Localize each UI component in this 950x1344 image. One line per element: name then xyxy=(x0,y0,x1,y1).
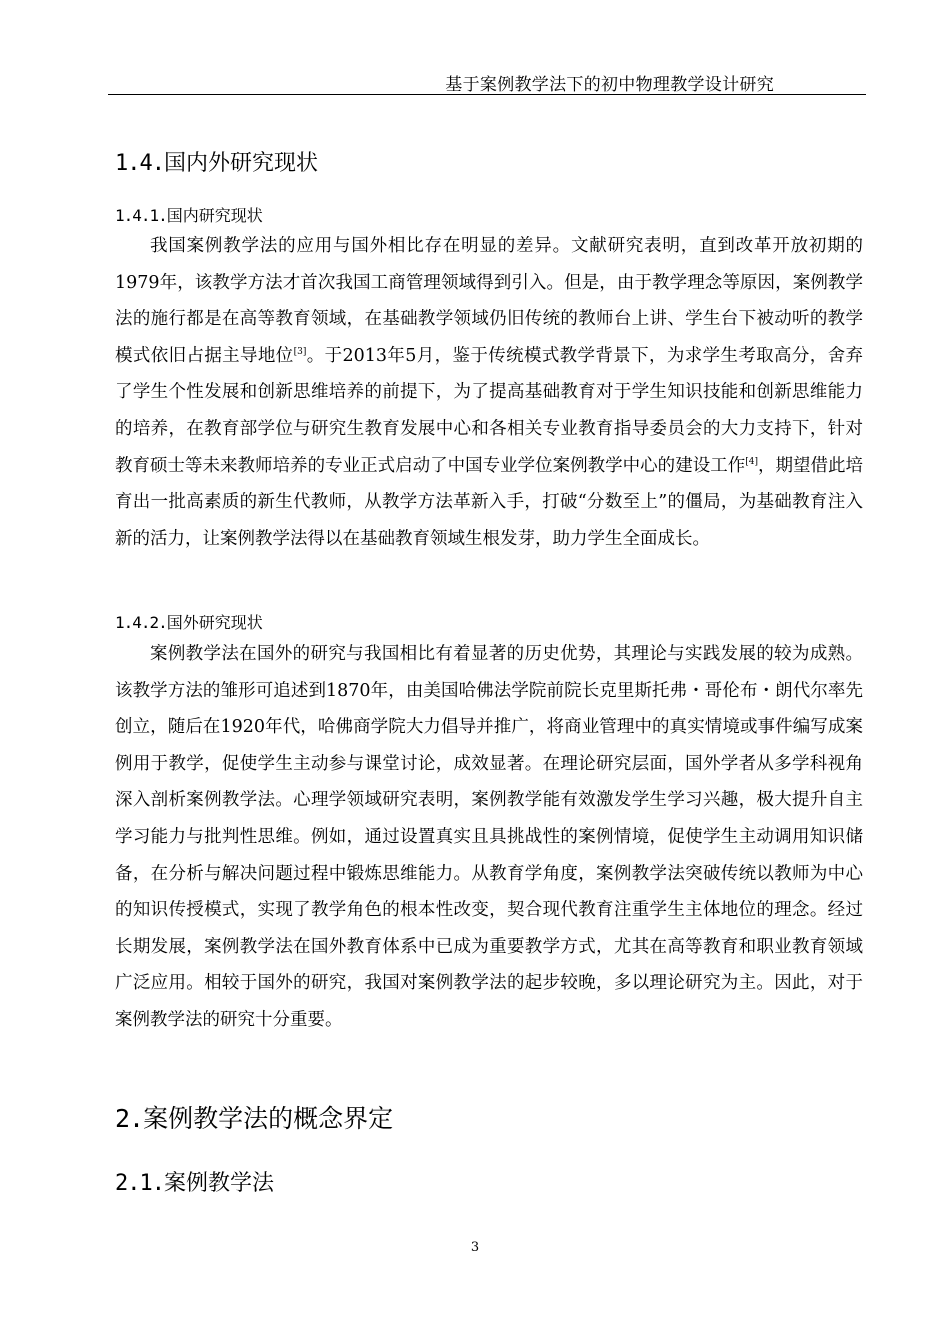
paragraph-text: 我国案例教学法的应用与国外相比存在明显的差异。文献研究表明，直到改革开放初期的1979年，该教学方法才首次我国工商管理领域得到引入。但是，由于教学理念等原因，案例教学法的施行都是在高等教育领域，在基础教学领域仍旧传统的教师台上讲、学生台下被动听的教学模式依旧占据主导地位 xyxy=(115,236,863,366)
section-heading-2-1 xyxy=(115,1166,274,1197)
section-heading-1-4 xyxy=(115,146,318,177)
section-number: 1.4. xyxy=(115,151,164,176)
section-number: 1.4.1. xyxy=(115,206,167,225)
section-heading-2 xyxy=(115,1099,393,1135)
section-heading-1-4-1 xyxy=(115,203,263,226)
running-header-title: 基于案例教学法下的初中物理教学设计研究 xyxy=(445,75,774,95)
section-number: 2.1. xyxy=(115,1171,164,1196)
section-title: 国外研究现状 xyxy=(166,613,263,632)
section-title: 国内外研究现状 xyxy=(163,151,318,176)
paragraph-domestic-research xyxy=(115,228,863,557)
citation-3: [3] xyxy=(293,346,307,357)
header-divider xyxy=(108,94,866,95)
section-number: 1.4.2. xyxy=(115,613,167,632)
section-title: 案例教学法的概念界定 xyxy=(143,1104,394,1133)
paragraph-text: ，期望借此培育出一批高素质的新生代教师，从教学方法革新入手，打破“分数至上”的僵局，为基础教育注入新的活力，让案例教学法得以在基础教育领域生根发芽，助力学生全面成长。 xyxy=(115,455,864,549)
paragraph-foreign-research: 案例教学法在国外的研究与我国相比有着显著的历史优势，其理论与实践发展的较为成熟。该教学方法的雏形可追述到1870年，由美国哈佛法学院前院长克里斯托弗・哥伦布・朗代尔率先创立，随后在1920年代，哈佛商学院大力倡导并推广，将商业管理中的真实情境或事件编写成案例用于教学，促使学生主动参与课堂讨论，成效显著。在理论研究层面，国外学者从多学科视角深入剖析案例教学法。心理学领域研究表明，案例教学能有效激发学生学习兴趣，极大提升自主学习能力与批判性思维。例如，通过设置真实且具挑战性的案例情境，促使学生主动调用知识储备，在分析与解决问题过程中锻炼思维能力。从教育学角度，案例教学法突破传统以教师为中心的知识传授模式，实现了教学角色的根本性改变，契合现代教育注重学生主体地位的理念。经过长期发展，案例教学法在国外教育体系中已成为重要教学方式，尤其在高等教育和职业教育领域广泛应用。相较于国外的研究，我国对案例教学法的起步较晚，多以理论研究为主。因此，对于案例教学法的研究十分重要。 xyxy=(115,644,863,1030)
section-heading-1-4-2 xyxy=(115,610,263,633)
citation-4: [4] xyxy=(745,456,758,467)
paragraph-text: 。于2013年5月，鉴于传统模式教学背景下，为求学生考取高分，舍弃了学生个性发展和创新思维培养的前提下，为了提高基础教育对于学生知识技能和创新思维能力的培养，在教育部学位与研究生教育发展中心和各相关专业教育指导委员会的大力支持下，针对教育硕士等未来教师培养的专业正式启动了中国专业学位案例教学中心的建设工作 xyxy=(115,345,864,476)
section-title: 国内研究现状 xyxy=(166,206,263,225)
section-title: 案例教学法 xyxy=(163,1171,274,1196)
page-number: 3 xyxy=(470,1240,480,1255)
section-number: 2. xyxy=(115,1104,144,1133)
